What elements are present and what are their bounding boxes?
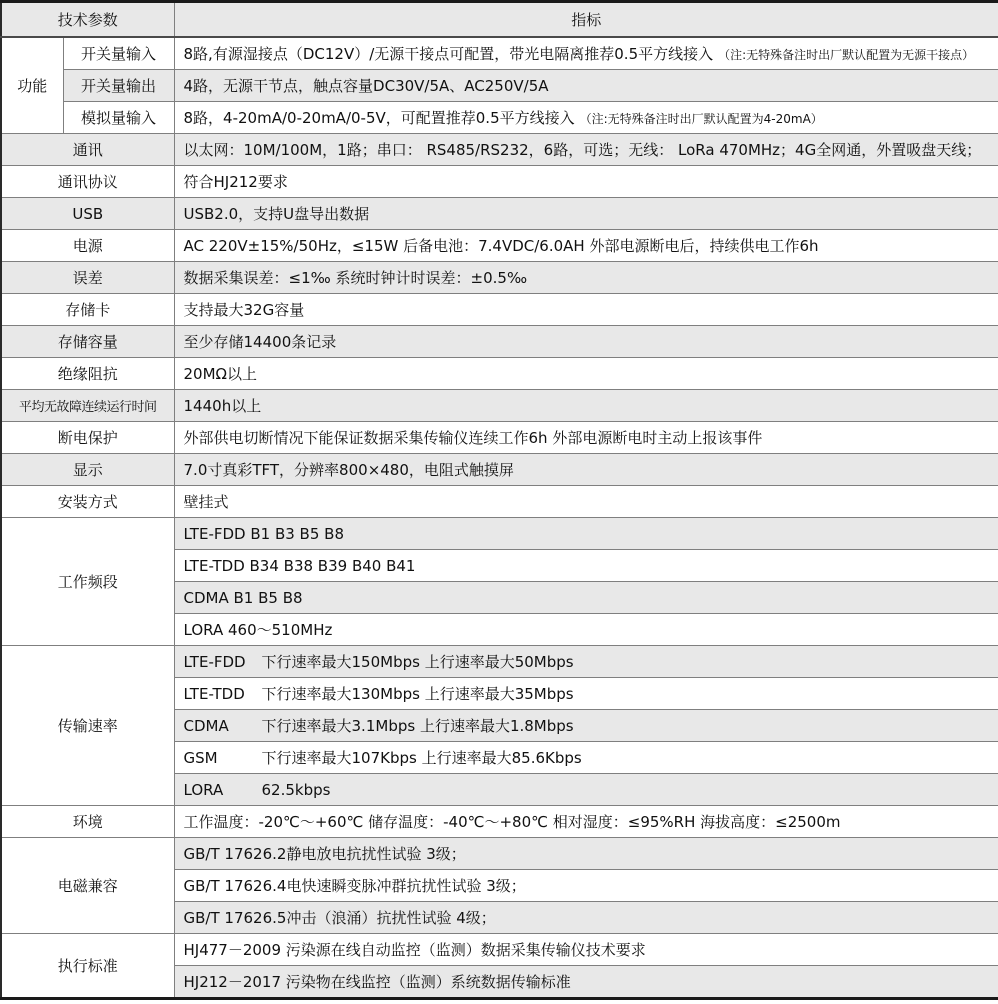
tech-name: GSM bbox=[183, 749, 218, 767]
value-text: 下行速率最大107Kbps 上行速率最大85.6Kbps bbox=[261, 749, 582, 767]
row-value: HJ477－2009 污染源在线自动监控（监测）数据采集传输仪技术要求 bbox=[174, 934, 998, 966]
tech-name: LTE-TDD bbox=[183, 685, 245, 703]
table-row bbox=[1, 390, 998, 422]
row-label: 平均无故障连续运行时间 bbox=[1, 390, 174, 422]
table-row bbox=[1, 198, 998, 230]
group-label-function: 功能 bbox=[1, 37, 63, 134]
table-row bbox=[1, 134, 998, 166]
row-value: 数据采集误差：≤1‰ 系统时钟计时误差：±0.5‰ bbox=[174, 262, 998, 294]
table-row bbox=[1, 646, 998, 678]
row-value: LORA 460～510MHz bbox=[174, 614, 998, 646]
table-row bbox=[1, 102, 998, 134]
group-label-emc: 电磁兼容 bbox=[1, 838, 174, 934]
table-row bbox=[1, 358, 998, 390]
value-text: 下行速率最大130Mbps 上行速率最大35Mbps bbox=[261, 685, 574, 703]
row-value: 工作温度：-20℃～+60℃ 储存温度：-40℃～+80℃ 相对湿度：≤95%RH 海拔高度：≤2500m bbox=[174, 806, 998, 838]
row-label: 通讯 bbox=[1, 134, 174, 166]
row-label: 显示 bbox=[1, 454, 174, 486]
row-value: CDMA B1 B5 B8 bbox=[174, 582, 998, 614]
row-value: 至少存储14400条记录 bbox=[174, 326, 998, 358]
header-tech-params: 技术参数 bbox=[1, 2, 174, 38]
row-value: 1440h以上 bbox=[174, 390, 998, 422]
row-value bbox=[174, 710, 998, 742]
row-label: 电源 bbox=[1, 230, 174, 262]
row-value: GB/T 17626.2静电放电抗扰性试验 3级； bbox=[174, 838, 998, 870]
note-text: （注:无特殊备注时出厂默认配置为4-20mA） bbox=[579, 112, 823, 126]
row-value: 以太网：10M/100M，1路；串口： RS485/RS232，6路，可选；无线： LoRa 470MHz；4G全网通，外置吸盘天线； bbox=[174, 134, 998, 166]
table-row bbox=[1, 518, 998, 550]
row-label: 通讯协议 bbox=[1, 166, 174, 198]
row-value: 20MΩ以上 bbox=[174, 358, 998, 390]
row-label: 安装方式 bbox=[1, 486, 174, 518]
row-value: AC 220V±15%/50Hz，≤15W 后备电池：7.4VDC/6.0AH 外部电源断电后，持续供电工作6h bbox=[174, 230, 998, 262]
value-text: 8路，4-20mA/0-20mA/0-5V，可配置推荐0.5平方线接入 bbox=[183, 109, 575, 127]
row-value bbox=[174, 742, 998, 774]
value-text: 4路，无源干节点，触点容量DC30V/5A、AC250V/5A bbox=[183, 77, 549, 95]
row-value bbox=[174, 102, 998, 134]
tech-name: LORA bbox=[183, 780, 224, 799]
row-value: 支持最大32G容量 bbox=[174, 294, 998, 326]
row-value bbox=[174, 70, 998, 102]
row-value: GB/T 17626.4电快速瞬变脉冲群抗扰性试验 3级； bbox=[174, 870, 998, 902]
note-text: （注:无特殊备注时出厂默认配置为无源干接点） bbox=[718, 48, 975, 62]
row-label: 误差 bbox=[1, 262, 174, 294]
table-row bbox=[1, 806, 998, 838]
row-value: LTE-FDD B1 B3 B5 B8 bbox=[174, 518, 998, 550]
table-row bbox=[1, 486, 998, 518]
row-label: 存储卡 bbox=[1, 294, 174, 326]
row-label: 开关量输入 bbox=[63, 37, 174, 70]
table-row bbox=[1, 37, 998, 70]
row-value bbox=[174, 678, 998, 710]
tech-name: LTE-FDD bbox=[183, 653, 246, 671]
row-value bbox=[174, 774, 998, 806]
value-text: 62.5kbps bbox=[261, 780, 331, 799]
row-value: 外部供电切断情况下能保证数据采集传输仪连续工作6h 外部电源断电时主动上报该事件 bbox=[174, 422, 998, 454]
header-spec: 指标 bbox=[174, 2, 998, 38]
table-row bbox=[1, 166, 998, 198]
table-row bbox=[1, 454, 998, 486]
row-value: 符合HJ212要求 bbox=[174, 166, 998, 198]
table-row bbox=[1, 422, 998, 454]
table-row bbox=[1, 934, 998, 966]
group-label-transmission-rate: 传输速率 bbox=[1, 646, 174, 806]
row-value bbox=[174, 646, 998, 678]
row-value bbox=[174, 37, 998, 70]
row-value: 7.0寸真彩TFT，分辨率800×480，电阻式触摸屏 bbox=[174, 454, 998, 486]
table-row bbox=[1, 262, 998, 294]
row-label: 开关量输出 bbox=[63, 70, 174, 102]
group-label-standards: 执行标准 bbox=[1, 934, 174, 999]
row-value: USB2.0，支持U盘导出数据 bbox=[174, 198, 998, 230]
row-value: 壁挂式 bbox=[174, 486, 998, 518]
value-text: 下行速率最大3.1Mbps 上行速率最大1.8Mbps bbox=[261, 717, 574, 735]
tech-name: CDMA bbox=[183, 717, 229, 735]
table-row bbox=[1, 838, 998, 870]
table-row bbox=[1, 70, 998, 102]
row-value: HJ212－2017 污染物在线监控（监测）系统数据传输标准 bbox=[174, 966, 998, 999]
row-label: USB bbox=[1, 198, 174, 230]
header-row bbox=[1, 2, 998, 38]
row-label: 绝缘阻抗 bbox=[1, 358, 174, 390]
group-label-frequency-band: 工作频段 bbox=[1, 518, 174, 646]
table-row bbox=[1, 326, 998, 358]
table-row bbox=[1, 230, 998, 262]
table-row bbox=[1, 294, 998, 326]
value-text: 8路,有源湿接点（DC12V）/无源干接点可配置，带光电隔离推荐0.5平方线接入 bbox=[183, 45, 714, 63]
row-value: GB/T 17626.5冲击（浪涌）抗扰性试验 4级； bbox=[174, 902, 998, 934]
row-label: 存储容量 bbox=[1, 326, 174, 358]
row-value: LTE-TDD B34 B38 B39 B40 B41 bbox=[174, 550, 998, 582]
row-label: 断电保护 bbox=[1, 422, 174, 454]
row-label: 环境 bbox=[1, 806, 174, 838]
value-text: 下行速率最大150Mbps 上行速率最大50Mbps bbox=[261, 653, 574, 671]
row-label: 模拟量输入 bbox=[63, 102, 174, 134]
